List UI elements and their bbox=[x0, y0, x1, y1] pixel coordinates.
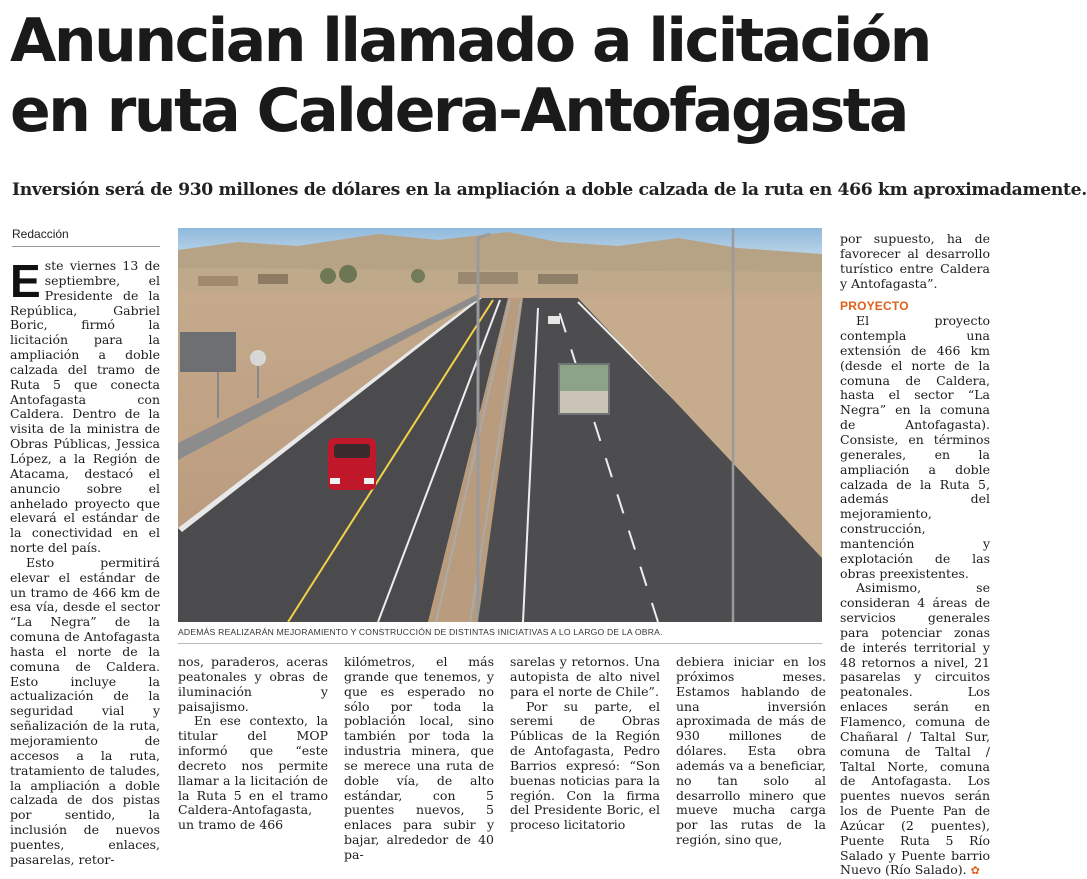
paragraph-4: Por su parte, el seremi de Obras Públicas de la Región de Antofagasta, Pedro Barrios expresó: “Son buenas noticias para la región. Con la firma del Presidente Boric, el proceso licitatorio bbox=[510, 698, 660, 833]
paragraph-3: En ese contexto, la titular del MOP informó que “este decreto nos permite llamar a la licitación de la Ruta 5 en el tramo Caldera-Antofagasta, un tramo de 466 bbox=[178, 713, 328, 833]
paragraph-6-text: Asimismo, se consideran 4 áreas de servicios generales para potenciar zonas de interés territorial y 48 retornos a nivel, 21 pasarelas y circuitos peatonales. Los enlaces serán en Flamenco, comuna de Chañaral / Taltal Sur, comuna de Taltal / Taltal Norte, comuna de Antofagasta. Los puentes nuevos serán los de Puente Pan de Azúcar (2 puentes), Puente Ruta 5 Río Salado y Puente barrio Nuevo (Río Salado). bbox=[840, 580, 990, 878]
byline-divider bbox=[12, 246, 160, 247]
paragraph-1-text: ste viernes 13 de septiembre, el Presidente de la República, Gabriel Boric, firmó la licitación para la ampliación a doble calzada del tramo de Ruta 5 que conecta Antofagasta con Caldera. Dentro de la visita de la ministra de Obras Públicas, Jessica López, a la Región de Atacama, destacó el anuncio sobre el anhelado proyecto que elevará el estándar de la conectividad en el norte del país. bbox=[10, 258, 160, 556]
article-column-1 bbox=[10, 255, 160, 868]
paragraph-4-end: por supuesto, ha de favorecer al desarrollo turístico entre Caldera y Antofagasta”. bbox=[840, 231, 990, 291]
paragraph-1 bbox=[10, 255, 160, 556]
paragraph-4-continued: debiera iniciar en los próximos meses. Estamos hablando de una inversión aproximada de más de 930 millones de dólares. Esta obra además va a beneficiar, no tan solo al desarrollo minero que mueve mucha carga por las rutas de la región, sino que, bbox=[676, 654, 826, 848]
paragraph-3-continued: kilómetros, el más grande que tenemos, y que es esperado no sólo por toda la población local, sino también por toda la industria minera, que se merece una ruta de doble vía, de alto estándar, con 5 puentes nuevos, 5 enlaces para subir y bajar, alrededor de 40 pa- bbox=[344, 654, 494, 862]
article-column-4 bbox=[510, 655, 660, 833]
section-heading-proyecto: PROYECTO bbox=[840, 299, 909, 314]
article-column-6 bbox=[840, 232, 990, 879]
caption-divider bbox=[178, 643, 822, 644]
headline-line-1: Anuncian llamado a licitación bbox=[10, 6, 930, 76]
article-column-3 bbox=[344, 655, 494, 863]
paragraph-2: Esto permitirá elevar el estándar de un tramo de 466 km de esa vía, desde el sector “La Negra” de la comuna de Antofagasta hasta el norte de la comuna de Caldera. Esto incluye la actualización de la seguridad vial y señalización de la ruta, mejoramiento de accesos a la ruta, tratamiento de taludes, la ampliación a doble calzada de dos pistas por sentido, la inclusión de nuevos puentes, enlaces, pasarelas, retor- bbox=[10, 554, 160, 867]
photo-caption: ADEMÁS REALIZARÁN MEJORAMIENTO Y CONSTRUCCIÓN DE DISTINTAS INICIATIVAS A LO LARGO DE LA OBRA. bbox=[178, 627, 663, 637]
byline: Redacción bbox=[12, 227, 69, 241]
paragraph-2-continued: nos, paraderos, aceras peatonales y obras de iluminación y paisajismo. bbox=[178, 654, 328, 714]
headline-line-2: en ruta Caldera-Antofagasta bbox=[10, 76, 907, 146]
paragraph-6 bbox=[840, 581, 990, 879]
drop-cap: E bbox=[10, 255, 41, 307]
road-photo bbox=[178, 228, 822, 622]
article-column-5 bbox=[676, 655, 826, 848]
paragraph-3-end: sarelas y retornos. Una autopista de alto nivel para el norte de Chile”. bbox=[510, 654, 660, 699]
end-mark-icon: ✿ bbox=[970, 864, 980, 878]
headline bbox=[10, 6, 990, 146]
paragraph-5: El proyecto contempla una extensión de 466 km (desde el norte de la comuna de Caldera, hasta el sector “La Negra” en la comuna de Antofagasta). Consiste, en términos generales, en la ampliación a doble calzada de la Ruta 5, además del mejoramiento, construcción, mantención y explotación de las obras preexistentes. bbox=[840, 313, 990, 581]
deck-subtitle: Inversión será de 930 millones de dólares en la ampliación a doble calzada de la ruta en 466 km aproximadamente. bbox=[12, 180, 1087, 200]
article-column-2 bbox=[178, 655, 328, 833]
